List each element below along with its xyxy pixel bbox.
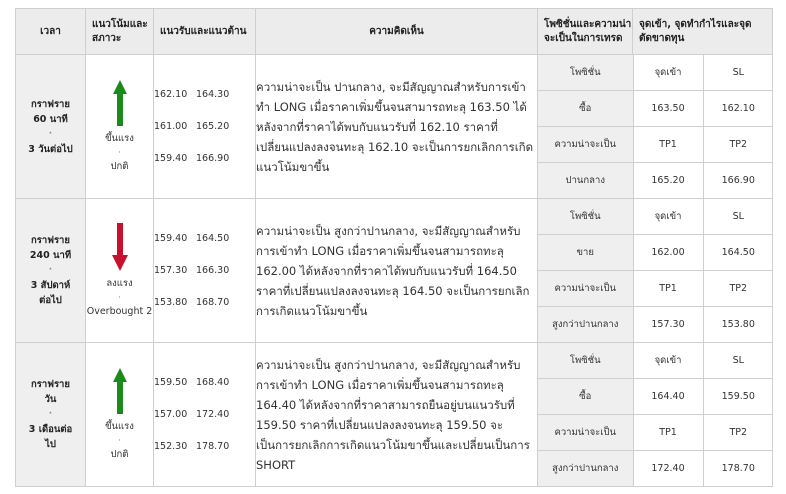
timeframe-period: วัน xyxy=(44,394,57,405)
trend-strength: ขึ้นแรง xyxy=(105,420,134,432)
separator-dot: · xyxy=(48,265,53,275)
timeframe-horizon: 3 สัปดาห์ xyxy=(30,280,71,291)
resistance-value: 178.70 xyxy=(196,440,230,452)
trend-state: ปกติ xyxy=(110,448,129,460)
resistance-value: 168.70 xyxy=(196,296,230,308)
probability-label: ความน่าจะเป็น xyxy=(538,127,633,163)
sl-value: 162.10 xyxy=(703,91,773,127)
entry-value: 164.40 xyxy=(633,379,703,415)
sl-value: 164.50 xyxy=(703,235,773,271)
position-cell xyxy=(538,199,773,343)
position-grid xyxy=(538,343,773,486)
timeframe-cell xyxy=(16,55,86,199)
separator-dot: · xyxy=(118,435,121,446)
tp2-label: TP2 xyxy=(703,127,773,163)
position-label: โพซิชั่น xyxy=(538,199,633,235)
sr-level-row xyxy=(154,399,255,431)
sr-level-row xyxy=(154,223,255,255)
comment-text: ความน่าจะเป็น สูงกว่าปานกลาง, จะมีสัญญาณสำหรับการเข้าทำ LONG เมื่อราคาเพิ่มขึ้นจนสามารถทะลุ 164.40 ได้หลังจากที่ราคาสามารถยืนอยู่บนแนวรับที่ 159.50 ราคาที่เปลี่ยนแปลงลงจนทะลุ 159.50 จะเป็นการยกเลิกการเกิดแนวโน้มขาขึ้นและเปลี่ยนเป็นการ SHORT xyxy=(256,343,538,487)
tp1-value: 157.30 xyxy=(633,307,703,343)
table-row xyxy=(16,199,773,343)
timeframe-period: 60 นาที xyxy=(33,113,68,125)
support-value: 162.10 xyxy=(154,88,188,100)
comment-text: ความน่าจะเป็น ปานกลาง, จะมีสัญญาณสำหรับการเข้าทำ LONG เมื่อราคาเพิ่มขึ้นจนสามารถทะลุ 163.50 ได้หลังจากที่ราคาได้พบกับแนวรับที่ 162.10 ราคาที่เปลี่ยนแปลงลงจนทะลุ 162.10 จะเป็นการยกเลิกการเกิดแนวโน้มขาขึ้น xyxy=(256,55,538,199)
sr-level-row xyxy=(154,255,255,287)
support-resistance-cell xyxy=(154,199,256,343)
support-resistance-cell xyxy=(154,55,256,199)
timeframe-horizon-cont: ไป xyxy=(45,439,56,450)
position-value: ซื้อ xyxy=(538,379,633,415)
tp1-label: TP1 xyxy=(633,415,703,451)
tp1-value: 172.40 xyxy=(633,451,703,487)
sl-label: SL xyxy=(703,343,773,379)
support-value: 152.30 xyxy=(154,440,188,452)
sr-level-row xyxy=(154,287,255,319)
trend-strength: ขึ้นแรง xyxy=(105,132,134,144)
probability-label: ความน่าจะเป็น xyxy=(538,271,633,307)
trend-cell xyxy=(86,55,154,199)
entry-label: จุดเข้า xyxy=(633,199,703,235)
trend-cell xyxy=(86,343,154,487)
entry-value: 163.50 xyxy=(633,91,703,127)
probability-value: สูงกว่าปานกลาง xyxy=(538,451,633,487)
resistance-value: 165.20 xyxy=(196,120,230,132)
header-time: เวลา xyxy=(16,9,86,55)
resistance-value: 168.40 xyxy=(196,376,230,388)
resistance-value: 164.50 xyxy=(196,232,230,244)
entry-value: 162.00 xyxy=(633,235,703,271)
sr-level-row xyxy=(154,79,255,111)
separator-dot: · xyxy=(48,409,53,419)
header-comment: ความคิดเห็น xyxy=(256,9,538,55)
support-value: 153.80 xyxy=(154,296,188,308)
sr-level-row xyxy=(154,143,255,175)
entry-label: จุดเข้า xyxy=(633,343,703,379)
position-value: ขาย xyxy=(538,235,633,271)
trend-state: Overbought 2 xyxy=(86,305,153,317)
sr-level-row xyxy=(154,367,255,399)
sl-label: SL xyxy=(703,55,773,91)
position-label: โพซิชั่น xyxy=(538,343,633,379)
up-arrow-icon xyxy=(113,368,127,414)
header-trend: แนวโน้มและสภาวะ xyxy=(86,9,154,55)
resistance-value: 166.90 xyxy=(196,152,230,164)
position-value: ซื้อ xyxy=(538,91,633,127)
position-label: โพซิชั่น xyxy=(538,55,633,91)
position-cell xyxy=(538,55,773,199)
comment-text: ความน่าจะเป็น สูงกว่าปานกลาง, จะมีสัญญาณสำหรับการเข้าทำ LONG เมื่อราคาเพิ่มขึ้นจนสามารถทะลุ 162.00 ได้หลังจากที่ราคาได้พบกับแนวรับที่ 164.50 ราคาที่เปลี่ยนแปลงลงจนทะลุ 164.50 จะเป็นการยกเลิกการเกิดแนวโน้มขาขึ้น xyxy=(256,199,538,343)
timeframe-cell xyxy=(16,343,86,487)
timeframe-horizon: 3 วันต่อไป xyxy=(28,143,73,155)
timeframe-label: กราฟราย xyxy=(31,379,70,390)
trend-cell xyxy=(86,199,154,343)
header-sr: แนวรับและแนวต้าน xyxy=(154,9,256,55)
support-value: 157.00 xyxy=(154,408,188,420)
table-row xyxy=(16,55,773,199)
header-entry: จุดเข้า, จุดทำกำไรและจุดตัดขาดทุน xyxy=(633,9,773,55)
tp2-label: TP2 xyxy=(703,415,773,451)
tp2-label: TP2 xyxy=(703,271,773,307)
tp2-value: 178.70 xyxy=(703,451,773,487)
down-arrow-icon xyxy=(112,223,128,271)
resistance-value: 166.30 xyxy=(196,264,230,276)
support-value: 159.50 xyxy=(154,376,188,388)
timeframe-label: กราฟราย xyxy=(31,98,70,110)
timeframe-horizon: 3 เดือนต่อ xyxy=(28,424,73,435)
tp1-label: TP1 xyxy=(633,271,703,307)
resistance-value: 172.40 xyxy=(196,408,230,420)
header-row xyxy=(16,9,773,55)
support-value: 157.30 xyxy=(154,264,188,276)
trend-strength: ลงแรง xyxy=(106,277,133,289)
probability-label: ความน่าจะเป็น xyxy=(538,415,633,451)
timeframe-period: 240 นาที xyxy=(29,250,72,261)
resistance-value: 164.30 xyxy=(196,88,230,100)
timeframe-horizon-cont: ต่อไป xyxy=(39,295,62,306)
position-grid xyxy=(538,199,773,342)
separator-dot: · xyxy=(118,147,121,158)
table-row xyxy=(16,343,773,487)
tp1-label: TP1 xyxy=(633,127,703,163)
sl-label: SL xyxy=(703,199,773,235)
tp2-value: 166.90 xyxy=(703,163,773,199)
entry-label: จุดเข้า xyxy=(633,55,703,91)
separator-dot: · xyxy=(48,128,53,139)
tp1-value: 165.20 xyxy=(633,163,703,199)
timeframe-cell xyxy=(16,199,86,343)
tp2-value: 153.80 xyxy=(703,307,773,343)
support-resistance-cell xyxy=(154,343,256,487)
forecast-table xyxy=(15,8,773,487)
probability-value: สูงกว่าปานกลาง xyxy=(538,307,633,343)
separator-dot: · xyxy=(118,292,121,303)
header-position: โพซิชั่นและความน่าจะเป็นในการเทรด xyxy=(538,9,633,55)
up-arrow-icon xyxy=(113,80,127,126)
support-value: 161.00 xyxy=(154,120,188,132)
probability-value: ปานกลาง xyxy=(538,163,633,199)
sl-value: 159.50 xyxy=(703,379,773,415)
position-cell xyxy=(538,343,773,487)
position-grid xyxy=(538,55,773,198)
support-value: 159.40 xyxy=(154,152,188,164)
support-value: 159.40 xyxy=(154,232,188,244)
sr-level-row xyxy=(154,111,255,143)
timeframe-label: กราฟราย xyxy=(31,235,70,246)
trend-state: ปกติ xyxy=(110,160,129,172)
sr-level-row xyxy=(154,431,255,463)
